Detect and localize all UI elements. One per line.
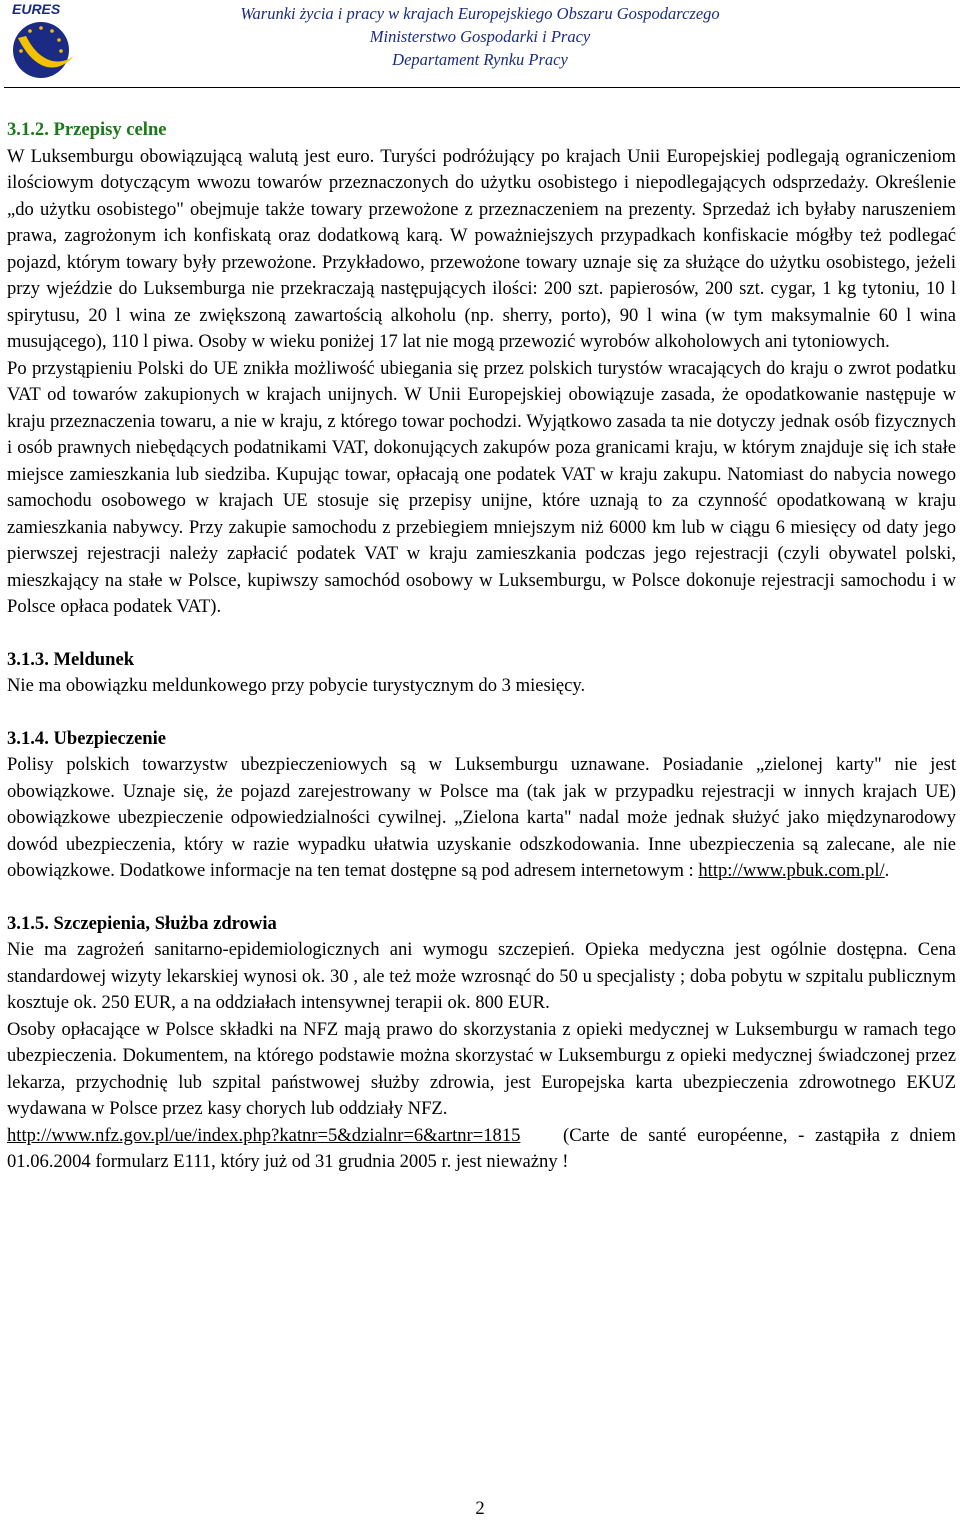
header-title: Warunki życia i pracy w krajach Europejskiego Obszaru Gospodarczego <box>240 4 720 23</box>
health-paragraph-1: Nie ma zagrożeń sanitarno-epidemiologicznych ani wymogu szczepień. Opieka medyczna jest ogólnie dostępna. Cena standardowej wizyty lekarskiej wynosi ok. 30 , ale też może wzrosnąć do 50 u specjalisty ; doba pobytu w szpitalu publicznym kosztuje ok. 250 EUR, a na oddziałach intensywnej terapii ok. 800 EUR. <box>7 939 956 1013</box>
page-header <box>0 0 960 88</box>
pbuk-link[interactable]: http://www.pbuk.com.pl/ <box>698 860 885 881</box>
registration-paragraph: Nie ma obowiązku meldunkowego przy pobycie turystycznym do 3 miesięcy. <box>7 675 586 696</box>
header-department: Departament Rynku Pracy <box>392 50 568 69</box>
customs-paragraph-2: Po przystąpieniu Polski do UE znikła możliwość ubiegania się przez polskich turystów wracających do kraju o zwrot podatku VAT od towarów zakupionych w krajach unijnych. W Unii Europejskiej obowiązuje zasada, że opodatkowanie następuje w kraju przeznaczenia towaru, a nie w kraju, z którego towar pochodzi. Wyjątkowo zasada ta nie dotyczy jednak osób fizycznych i osób prawnych niebędących podatnikami VAT, dokonujących zakupów poza granicami kraju, w którym znajduje się ich stałe miejsce zamieszkania lub siedziba. Kupując towar, opłacają one podatek VAT w kraju zakupu. Natomiast do nabycia nowego samochodu osobowego w krajach UE stosuje się przepisy unijne, które uznają to za czynność opodatkowaną w kraju zamieszkania nabywcy. Przy zakupie samochodu z przebiegiem mniejszym niż 6000 km lub w ciągu 6 miesięcy od daty jego pierwszej rejestracji należy zapłacić podatek VAT w kraju zamieszkania podczas jego rejestracji (czyli obywatel polski, mieszkający na stałe w Polsce, kupiwszy samochód osobowy w Luksemburgu, w Polsce dokonuje rejestracji samochodu i w Polsce opłaca podatek VAT). <box>7 357 956 617</box>
header-divider <box>4 87 960 88</box>
health-paragraph-3 <box>7 1123 956 1176</box>
health-paragraph-2: Osoby opłacające w Polsce składki na NFZ mają prawo do skorzystania z opieki medycznej w Luksemburgu w ramach tego ubezpieczenia. Dokumentem, na którego podstawie można skorzystać w Luksemburgu z opieki medycznej świadczonej przez lekarza, przychodnię lub szpital państwowej służby zdrowia, jest Europejska karta ubezpieczenia zdrowotnego EKUZ wydawana w Polsce przez kasy chorych lub oddziały NFZ. <box>7 1018 956 1119</box>
section-heading-customs: 3.1.2. Przepisy celne <box>7 119 167 140</box>
header-ministry: Ministerstwo Gospodarki i Pracy <box>369 27 591 46</box>
document-body <box>7 117 956 1176</box>
section-heading-insurance: 3.1.4. Ubezpieczenie <box>7 727 167 749</box>
logo-text: EURES <box>12 1 61 17</box>
section-heading-registration: 3.1.3. Meldunek <box>7 648 135 670</box>
customs-paragraph-1: W Luksemburgu obowiązującą walutą jest euro. Turyści podróżujący po krajach Unii Europejskiej podlegają ograniczeniom ilościowym dotyczącym wwozu towarów przeznaczonych do użytku osobistego i niepodlegających odsprzedaży. Określenie „do użytku osobistego" obejmuje także towary przewożone z przeznaczeniem na prezenty. Sprzedaż ich byłaby naruszeniem prawa, zagrożonym ich konfiskatą oraz dodatkową karą. W poważniejszych przypadkach konfiskacie mógłby też podlegać pojazd, którym towary były przewożone. Przykładowo, przewożone towary uznaje się za służące do użytku osobistego, jeżeli przy wjeździe do Luksemburga nie przekraczają następujących ilości: 200 szt. papierosów, 200 szt. cygar, 1 kg tytoniu, 10 l spirytusu, 20 l wina ze zwiększoną zawartością alkoholu (np. sherry, porto), 90 l wina (w tym maksymalnie 60 l wina musującego), 110 l piwa. Osoby w wieku poniżej 17 lat nie mogą przewozić wyrobów alkoholowych ani tytoniowych. <box>7 145 956 352</box>
eures-logo-icon <box>4 0 78 84</box>
insurance-text: Polisy polskich towarzystw ubezpieczeniowych są w Luksemburgu uznawane. Posiadanie „zielonej karty" nie jest obowiązkowe. Uznaje się, że pojazd zarejestrowany w Polsce ma (tak jak w przypadku rejestracji w innych krajach UE) obowiązkowe ubezpieczenie odpowiedzialności cywilnej. „Zielona karta" nadal może jednak służyć jako międzynarodowy dowód ubezpieczenia, który w razie wypadku ułatwia uzyskanie odszkodowania. Inne ubezpieczenia są zalecane, ale nie obowiązkowe. Dodatkowe informacje na ten temat dostępne są pod adresem internetowym : <box>7 754 956 881</box>
insurance-link-suffix: . <box>884 860 890 881</box>
page-number: 2 <box>475 1498 485 1519</box>
header-titles <box>120 2 840 71</box>
insurance-paragraph <box>7 752 956 885</box>
nfz-link[interactable]: http://www.nfz.gov.pl/ue/index.php?katnr=5&dzialnr=6&artnr=1815 <box>7 1124 521 1146</box>
eures-logo <box>4 0 78 84</box>
section-heading-health: 3.1.5. Szczepienia, Służba zdrowia <box>7 912 277 934</box>
health-link-suffix: (Carte de santé européenne, - zastąpiła z dniem 01.06.2004 formularz E111, który już od 31 grudnia 2005 r. jest nieważny ! <box>7 1124 956 1172</box>
